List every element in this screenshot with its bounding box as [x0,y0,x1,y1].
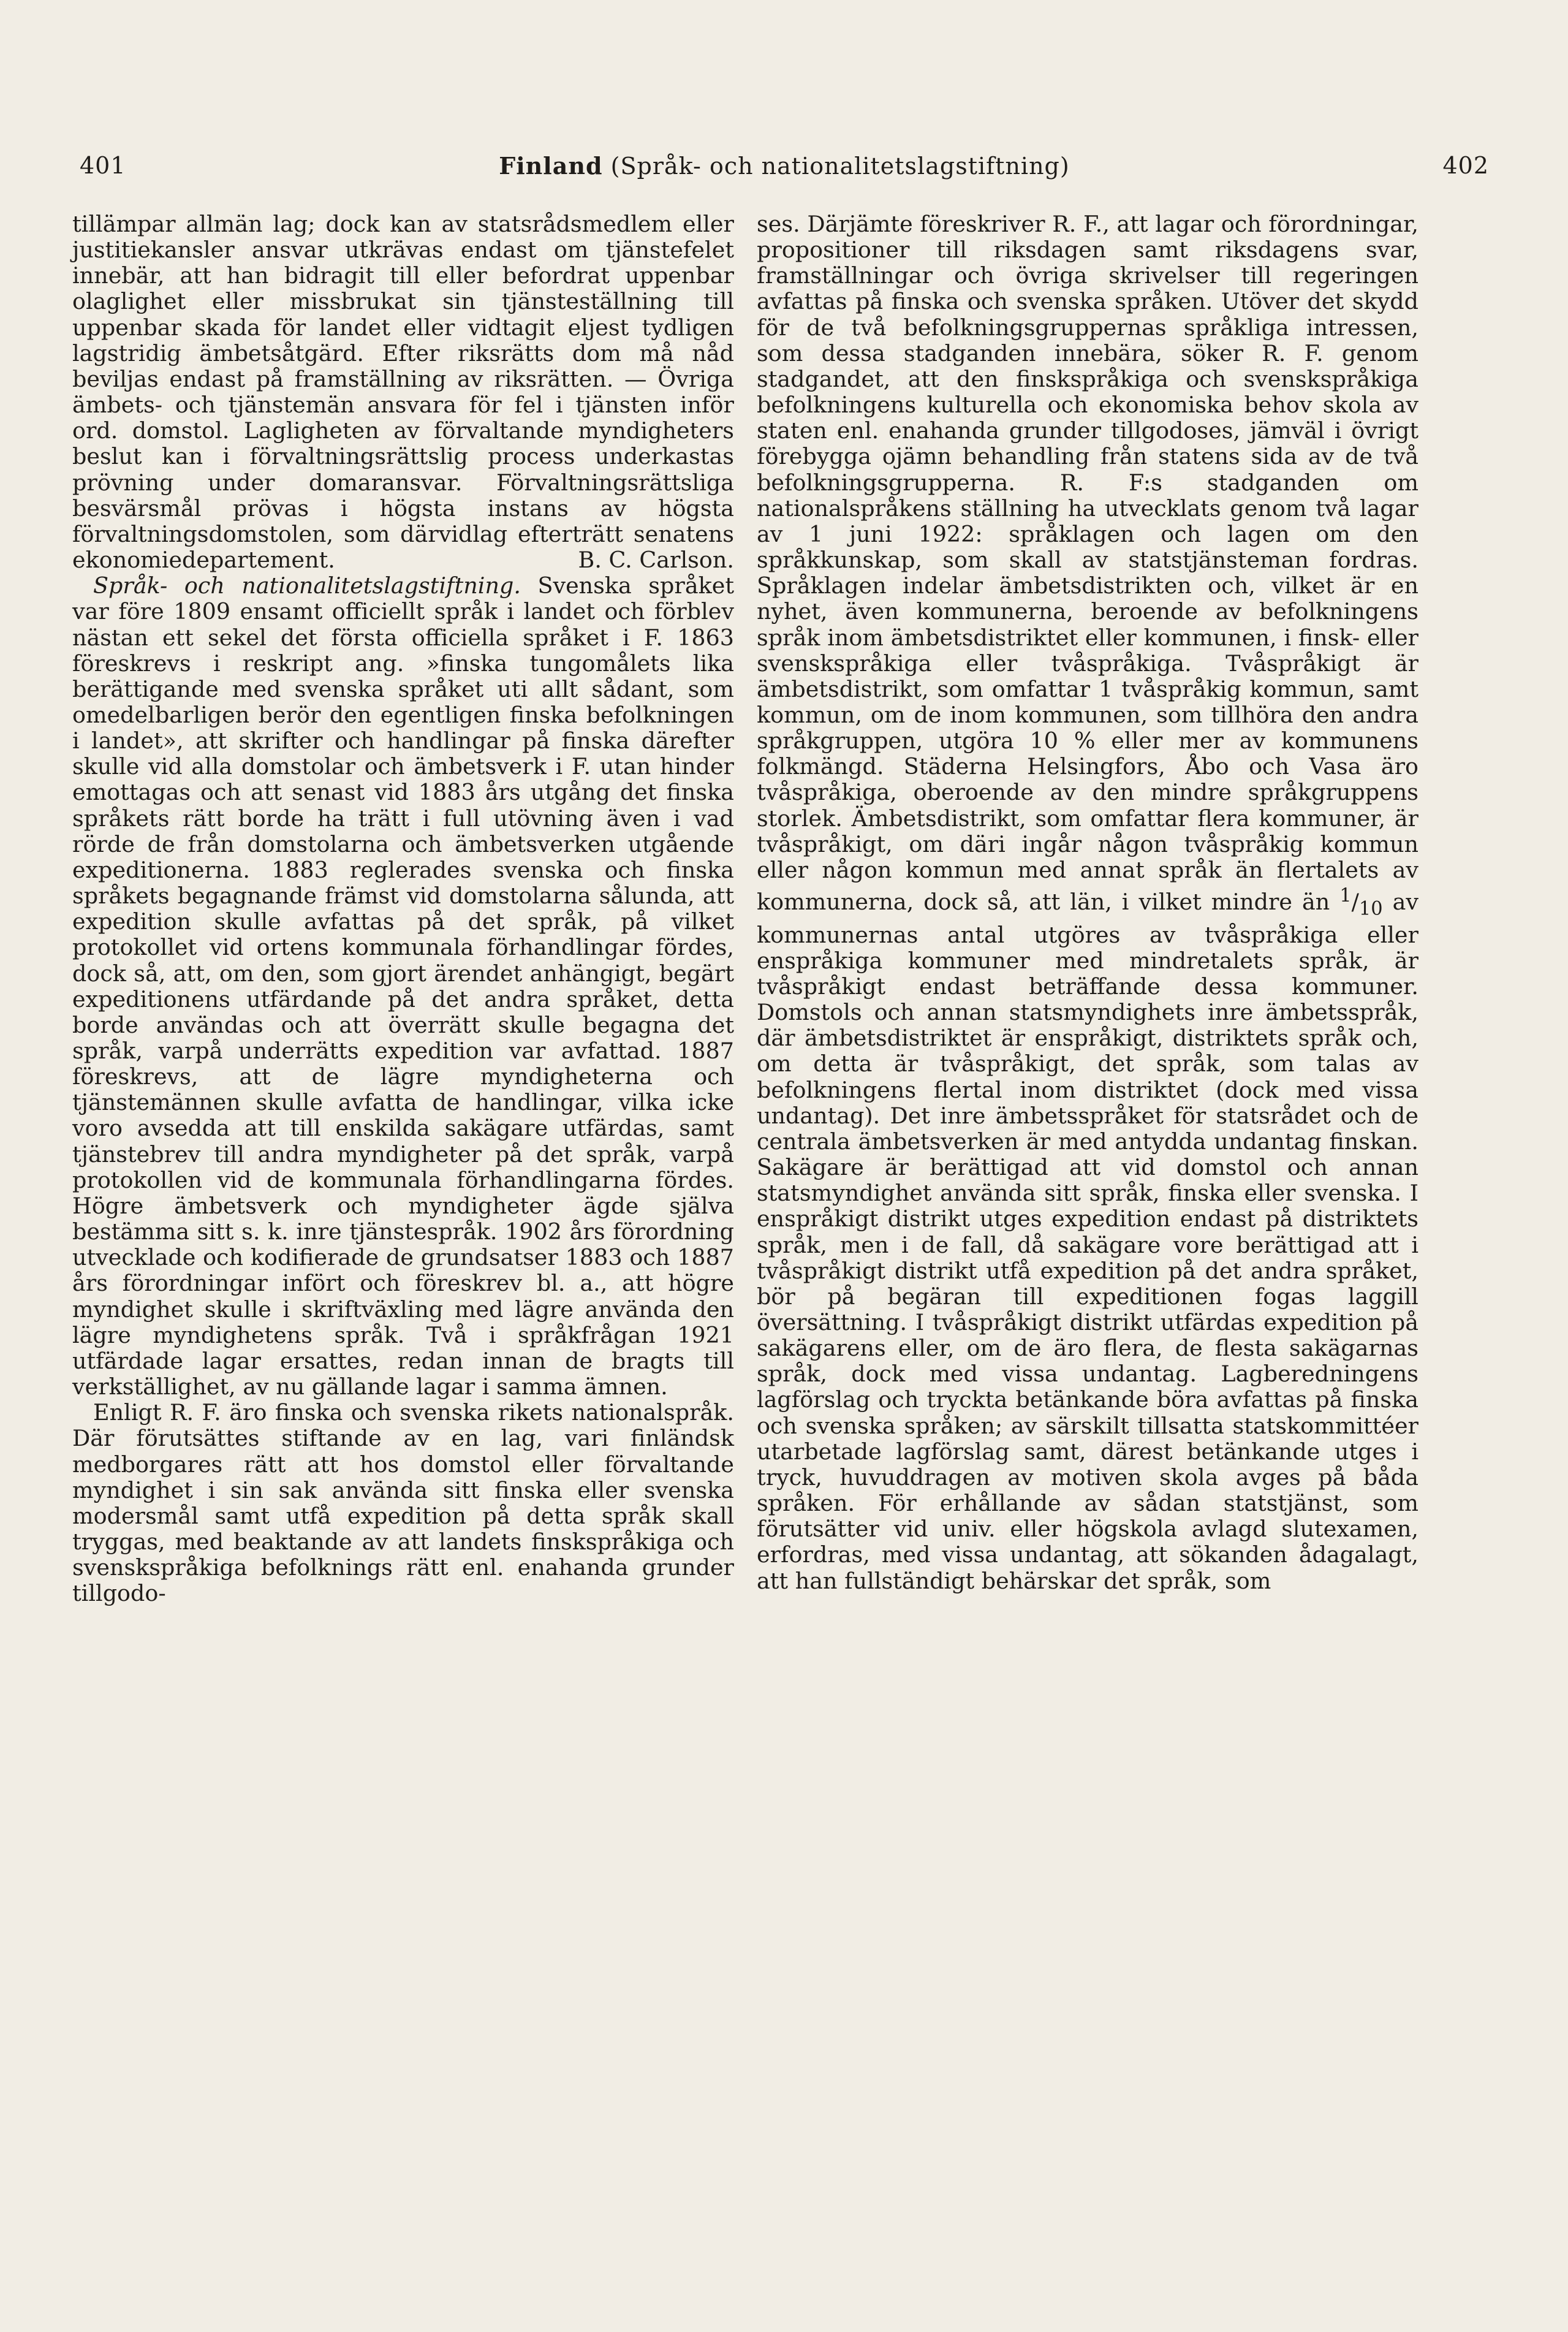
running-title-bold: Finland [499,152,603,180]
paragraph-language-law-text-a: ses. Därjämte föreskriver R. F., att lagar och förordningar, propositioner till riksdagen samt riksdagens svar, framställningar och övriga skrivelser till regeringen avfattas på finska och svenska språken. Utöver det skydd för de två befolkningsgruppernas språkliga intressen, som dessa stadganden innebära, söker R. F. genom stadgandet, att den finskspråkiga och svenskspråkiga befolkningens kulturella och ekonomiska behov skola av staten enl. enahanda grunder tillgodoses, jämväl i övrigt förebygga ojämn behandling från statens sida av de två befolkningsgrupperna. R. F:s stadganden om nationalspråkens ställning ha utvecklats genom två lagar av 1 juni 1922: språklagen och lagen om den språkkunskap, som skall av statstjänsteman fordras. Språklagen indelar ämbetsdistrikten och, vilket är en nyhet, även kommunerna, beroende av befolkningens språk inom ämbetsdistriktet eller kommunen, i finsk- eller svenskspråkiga eller tvåspråkiga. Tvåspråkigt är ämbetsdistrikt, som omfattar 1 tvåspråkig kommun, samt kommun, om de inom kommunen, som tillhöra den andra språkgruppen, utgöra 10 % eller mer av kommunens folkmängd. Städerna Helsingfors, Åbo och Vasa äro tvåspråkiga, oberoende av den mindre språkgruppens storlek. Ämbetsdistrikt, som omfattar flera kommuner, är tvåspråkigt, om däri ingår någon tvåspråkig kommun eller någon kommun med annat språk än flertalets av kommunerna, dock så, att län, i vilket mindre än [757,211,1418,916]
running-title-rest: (Språk- och nationalitetslagstiftning) [610,153,1070,180]
running-header [80,152,1489,195]
right-column [757,211,1418,1594]
paragraph-language-history [72,573,734,1400]
fraction-numerator: 1 [1339,885,1352,907]
section-heading: Språk- och nationalitetslagstiftning. [93,572,521,599]
left-column [72,211,734,1606]
paragraph-language-law-text-b: av kommunernas antal utgöres av tvåspråkiga eller enspråkiga kommuner med mindretalets språk, är tvåspråkigt endast beträffande dessa kommuner. Domstols och annan statsmyndighets inre ämbetsspråk, där ämbetsdistriktet är enspråkigt, distriktets språk och, om detta är tvåspråkigt, det språk, som talas av befolkningens flertal inom distriktet (dock med vissa undantag). Det inre ämbetsspråket för statsrådet och de centrala ämbetsverken är med antydda undantag finskan. Sakägare är berättigad att vid domstol och annan statsmyndighet använda sitt språk, finska eller svenska. I enspråkigt distrikt utges expedition endast på distriktets språk, men i de fall, då sakägare vore berättigad att i tvåspråkigt distrikt utfå expedition på det andra språket, bör på begäran till expeditionen fogas laggill översättning. I tvåspråkigt distrikt utfärdas expedition på sakägarens eller, om de äro flera, de flesta sakägarnas språk, dock med vissa undantag. Lagberedningens lagförslag och tryckta betänkande böra avfattas på finska och svenska språken; av särskilt tillsatta statskommittéer utarbetade lagförslag samt, därest betänkande utges i tryck, huvuddragen av motiven skola avges på båda språken. För erhållande av sådan statstjänst, som förutsätter vid univ. eller högskola avlagd slutexamen, erfordras, med vissa undantag, att sökanden ådagalagt, att han fullständigt behärskar det språk, som [757,889,1418,1594]
paragraph-administration [72,211,734,573]
page-number-right: 402 [1442,152,1489,179]
page-number-left: 401 [80,152,126,179]
running-title [80,152,1489,180]
paragraph-language-history-text: Svenska språket var före 1809 ensamt officiellt språk i landet och förblev nästan ett sekel det första officiella språket i F. 1863 föreskrevs i reskript ang. »finska tungomålets lika berättigande med svenska språket uti allt sådant, som omedelbarligen berör den egentligen finska befolkningen i landet», att skrifter och handlingar på finska därefter skulle vid alla domstolar och ämbetsverk i F. utan hinder emottagas och att senast vid 1883 års utgång det finska språkets rätt borde ha trätt i full utövning även i vad rörde de från domstolarna och ämbetsverken utgående expeditionerna. 1883 reglerades svenska och finska språkets begagnande främst vid domstolarna sålunda, att expedition skulle avfattas på det språk, på vilket protokollet vid ortens kommunala förhandlingar fördes, dock så, att, om den, som gjort ärendet anhängigt, begärt expeditionens utfärdande på det andra språket, detta borde användas och att överrätt skulle begagna det språk, varpå underrätts expedition var avfattad. 1887 föreskrevs, att de lägre myndigheterna och tjänstemännen skulle avfatta de handlingar, vilka icke voro avsedda att till enskilda sakägare utfärdas, samt tjänstebrev till andra myndigheter på det språk, varpå protokollen vid de kommunala förhandlingarna fördes. Högre ämbetsverk och myndigheter ägde själva bestämma sitt s. k. inre tjänstespråk. 1902 års förordning utvecklade och kodifierade de grundsatser 1883 och 1887 års förordningar infört och föreskrev bl. a., att högre myndighet skulle i skriftväxling med lägre använda den lägre myndighetens språk. Två i språkfrågan 1921 utfärdade lagar ersattes, redan innan de bragts till verkställighet, av nu gällande lagar i samma ämnen. [72,572,735,1400]
paragraph-language-law: ses. Därjämte föreskriver R. F., att lagar och förordningar, propositioner till riksdagen samt riksdagens svar, framställningar och övriga skrivelser till regeringen avfattas på finska och svenska språken. Utöver det skydd för de två befolkningsgruppernas språkliga intressen, som dessa stadganden innebära, söker R. F. genom stadgandet, att den finskspråkiga och svenskspråkiga befolkningens kulturella och ekonomiska behov skola av staten enl. enahanda grunder tillgodoses, jämväl i övrigt förebygga ojämn behandling från statens sida av de två befolkningsgrupperna. R. F:s stadganden om nationalspråkens ställning ha utvecklats genom två lagar av 1 juni 1922: språklagen och lagen om den språkkunskap, som skall av statstjänsteman fordras. Språklagen indelar ämbetsdistrikten och, vilket är en nyhet, även kommunerna, beroende av befolkningens språk inom ämbetsdistriktet eller kommunen, i finsk- eller svenskspråkiga eller tvåspråkiga. Tvåspråkigt är ämbetsdistrikt, som omfattar 1 tvåspråkig kommun, samt kommun, om de inom kommunen, som tillhöra den andra språkgruppen, utgöra 10 % eller mer av kommunens folkmängd. Städerna Helsingfors, Åbo och Vasa äro tvåspråkiga, oberoende av den mindre språkgruppens storlek. Ämbetsdistrikt, som omfattar flera kommuner, är tvåspråkigt, om däri ingår någon tvåspråkig kommun eller någon kommun med annat språk än flertalets av kommunerna, dock så, att län, i vilket mindre än $^1/_{10}$ av kommunernas antal utgöres av tvåspråkiga eller enspråkiga kommuner med mindretalets språk, är tvåspråkigt endast beträffande dessa kommuner. Domstols och annan statsmyndighets inre ämbetsspråk, där ämbetsdistriktet är enspråkigt, distriktets språk och, om detta är tvåspråkigt, det språk, som talas av befolkningens flertal inom distriktet (dock med vissa undantag). Det inre ämbetsspråket för statsrådet och de centrala ämbetsverken är med antydda undantag finskan. Sakägare är berättigad att vid domstol och annan statsmyndighet använda sitt språk, finska eller svenska. I enspråkigt distrikt utges expedition endast på distriktets språk, men i de fall, då sakägare vore berättigad att i tvåspråkigt distrikt utfå expedition på det andra språket, bör på begäran till expeditionen fogas laggill översättning. I tvåspråkigt distrikt utfärdas expedition på sakägarens eller, om de äro flera, de flesta sakägarnas språk, dock med vissa undantag. Lagberedningens lagförslag och tryckta betänkande böra avfattas på finska och svenska språken; av särskilt tillsatta statskommittéer utarbetade lagförslag samt, därest betänkande utges i tryck, huvuddragen av motiven skola avges på båda språken. För erhållande av sådan statstjänst, som förutsätter vid univ. eller högskola avlagd slutexamen, erfordras, med vissa undantag, att sökanden ådagalagt, att han fullständigt behärskar det språk, som [757,211,1418,1594]
paragraph-administration-text: tillämpar allmän lag; dock kan av statsrådsmedlem eller justitiekansler ansvar utkrävas endast om tjänstefelet innebär, att han bidragit till eller befordrat uppenbar olaglighet eller missbrukat sin tjänsteställning till uppenbar skada för landet eller vidtagit eljest tydligen lagstridig ämbetsåtgärd. Efter riksrätts dom må nåd beviljas endast på framställning av riksrätten. — Övriga ämbets- och tjänstemän ansvara för fel i tjänsten inför ord. domstol. Lagligheten av förvaltande myndigheters beslut kan i förvaltningsrättslig process underkastas prövning under domaransvar. Förvaltningsrättsliga besvärsmål prövas i högsta instans av högsta förvaltningsdomstolen, som därvidlag efterträtt senatens ekonomiedepartement. [72,211,734,574]
fraction-denominator: 10 [1358,898,1383,920]
paragraph-national-languages: Enligt R. F. äro finska och svenska rikets nationalspråk. Där förutsättes stiftande av en lag, vari finländsk medborgares rätt att hos domstol eller förvaltande myndighet i sin sak använda sitt finska eller svenska modersmål samt utfå expedition på detta språk skall tryggas, med beaktande av att landets finskspråkiga och svenskspråkiga befolknings rätt enl. enahanda grunder tillgodo- [72,1399,734,1607]
author-signature: B. C. Carlson. [578,547,734,574]
